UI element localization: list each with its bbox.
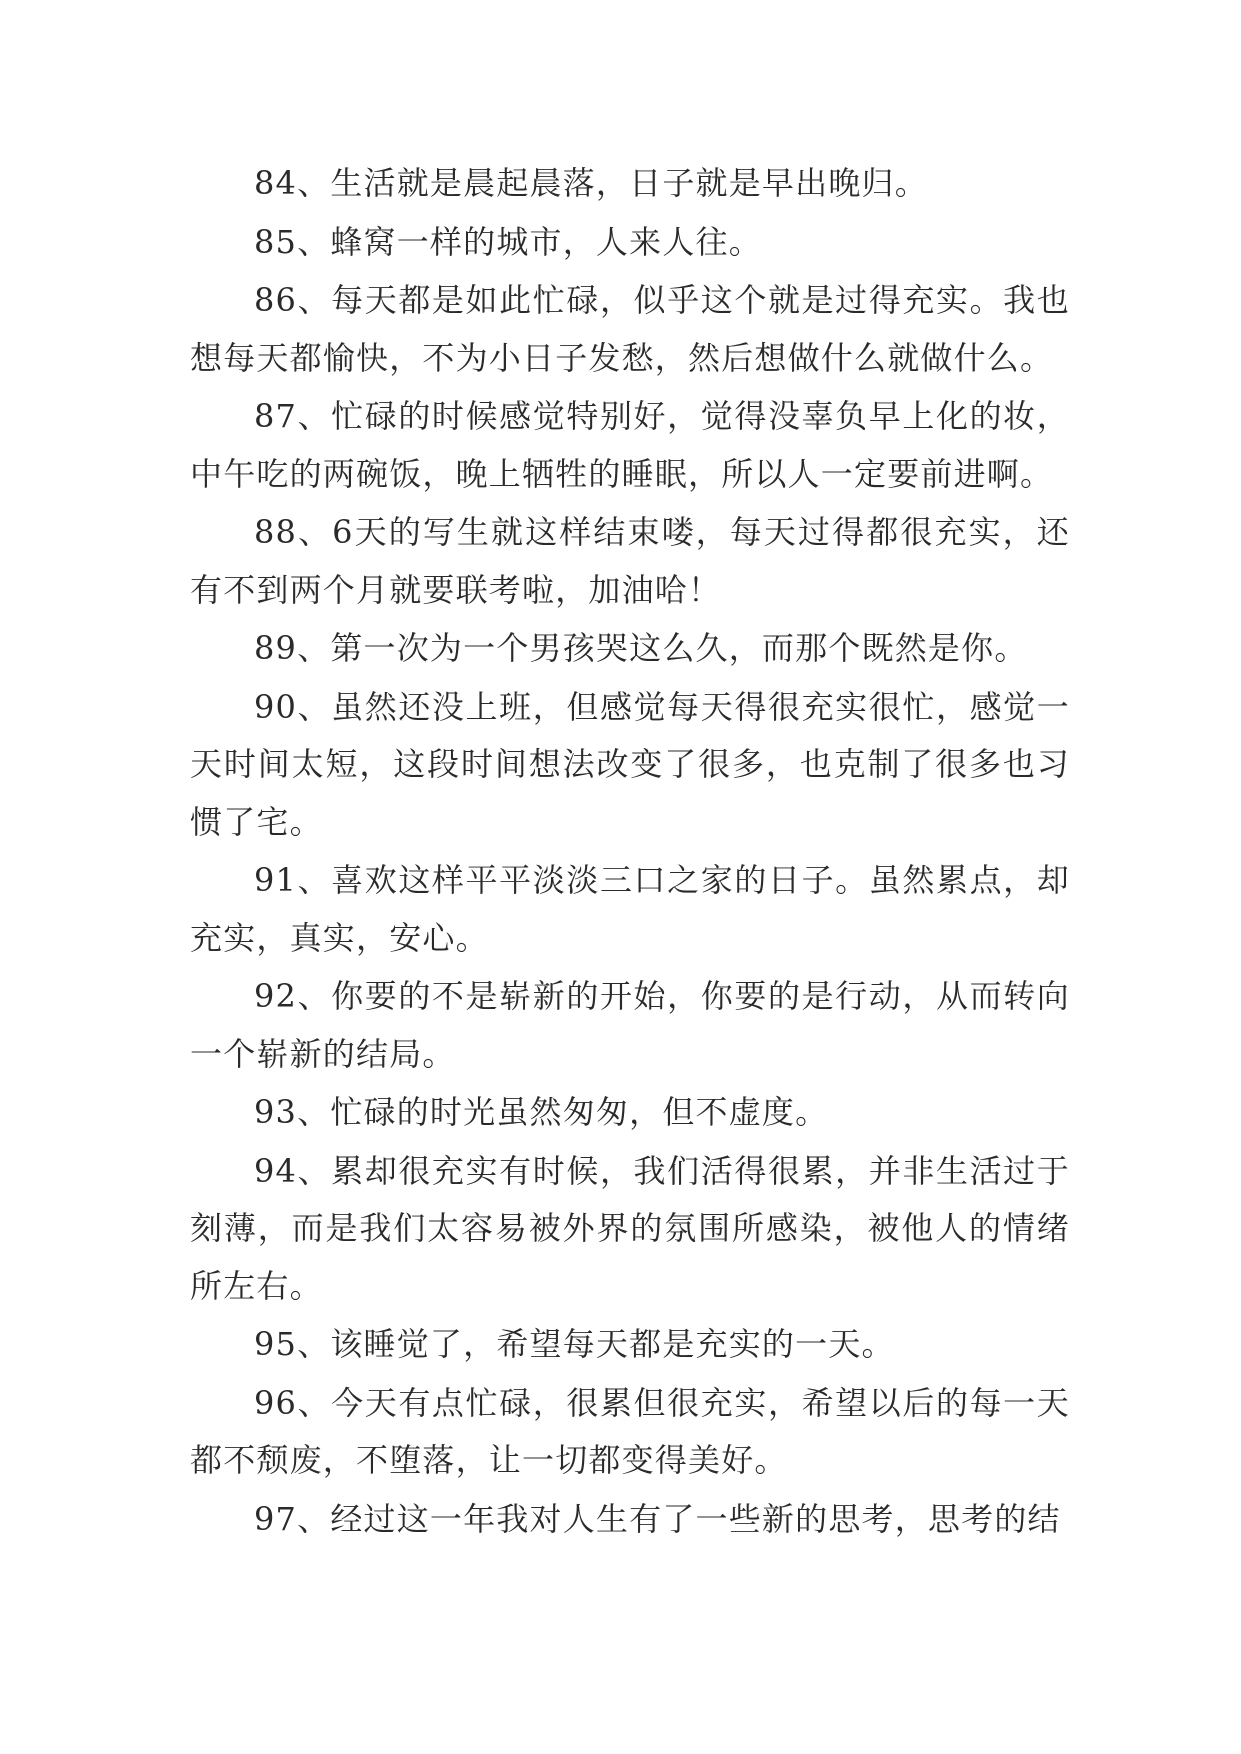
paragraph-84: 84、生活就是晨起晨落，日子就是早出晚归。 — [254, 164, 928, 202]
paragraph-85: 85、蜂窝一样的城市，人来人往。 — [254, 222, 762, 261]
paragraph-97: 97、经过这一年我对人生有了一些新的思考，思考的结 — [254, 1499, 1061, 1538]
paragraph-86: 86、每天都是如此忙碌，似乎这个就是过得充实。我也想每天都愉快，不为小日子发愁，然后想做什么就做什么。 — [190, 281, 1070, 377]
paragraph-95: 95、该睡觉了，希望每天都是充实的一天。 — [254, 1325, 895, 1363]
paragraph-94: 94、累却很充实有时候，我们活得很累，并非生活过于刻薄，而是我们太容易被外界的氛围所感染，被他人的情绪所左右。 — [190, 1151, 1070, 1305]
paragraph-96: 96、今天有点忙碌，很累但很充实，希望以后的每一天都不颓废，不堕落，让一切都变得美好。 — [190, 1383, 1070, 1479]
paragraph-88: 88、6天的写生就这样结束喽，每天过得都很充实，还有不到两个月就要联考啦，加油哈！ — [190, 513, 1070, 609]
paragraph-89: 89、第一次为一个男孩哭这么久，而那个既然是你。 — [254, 629, 1028, 667]
paragraph-92: 92、你要的不是崭新的开始，你要的是行动，从而转向一个崭新的结局。 — [190, 977, 1070, 1073]
paragraph-93: 93、忙碌的时光虽然匆匆，但不虚度。 — [254, 1093, 829, 1131]
document-body — [190, 155, 1070, 1549]
paragraph-91: 91、喜欢这样平平淡淡三口之家的日子。虽然累点，却充实，真实，安心。 — [190, 861, 1070, 957]
paragraph-90: 90、虽然还没上班，但感觉每天得很充实很忙，感觉一天时间太短，这段时间想法改变了很多，也克制了很多也习惯了宅。 — [190, 687, 1070, 841]
paragraph-87: 87、忙碌的时候感觉特别好，觉得没辜负早上化的妆，中午吃的两碗饭，晚上牺牲的睡眠，所以人一定要前进啊。 — [190, 397, 1070, 493]
